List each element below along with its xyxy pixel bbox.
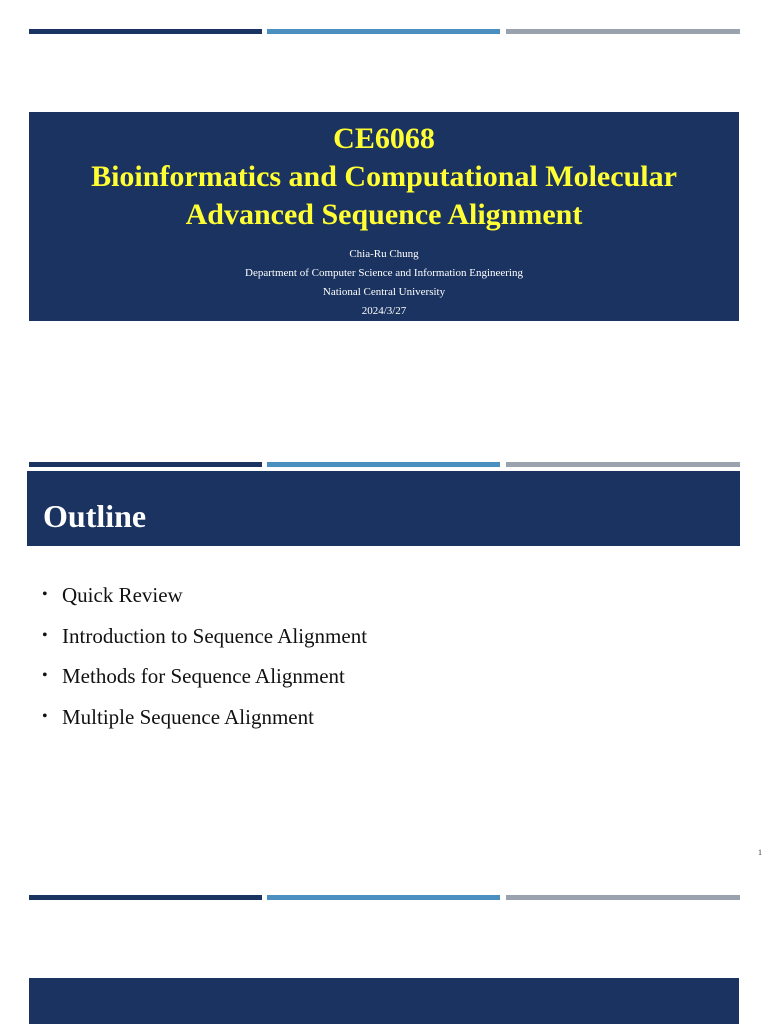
- stripe-blue-segment: [267, 895, 500, 900]
- stripe-gray-segment: [506, 462, 740, 467]
- next-slide-banner: [29, 978, 739, 1024]
- bullet-text: Multiple Sequence Alignment: [62, 704, 314, 729]
- outline-stripe-divider: [29, 462, 740, 467]
- title-block: [29, 120, 739, 234]
- outline-header-bar: [27, 471, 740, 546]
- stripe-gray-segment: [506, 29, 740, 34]
- department-name: Department of Computer Science and Information Engineering: [245, 267, 523, 279]
- bullet-icon: •: [42, 667, 48, 684]
- bullet-text: Methods for Sequence Alignment: [62, 664, 345, 688]
- stripe-dark-segment: [29, 29, 262, 34]
- stripe-blue-segment: [267, 462, 500, 467]
- stripe-dark-segment: [29, 462, 262, 467]
- title-meta: [29, 245, 739, 321]
- bullet-text: Introduction to Sequence Alignment: [62, 623, 368, 648]
- lecture-date: 2024/3/27: [361, 305, 407, 317]
- stripe-gray-segment: [506, 895, 740, 900]
- lecture-title: Advanced Sequence Alignment: [185, 198, 583, 231]
- bullet-icon: •: [42, 707, 48, 725]
- course-title: Bioinformatics and Computational Molecular: [91, 160, 677, 193]
- stripe-dark-segment: [29, 895, 262, 900]
- university-name: National Central University: [322, 286, 446, 298]
- bullet-icon: •: [42, 586, 48, 603]
- stripe-blue-segment: [267, 29, 500, 34]
- page-number: 1: [758, 848, 762, 857]
- next-slide-stripe-divider: [29, 895, 740, 900]
- top-stripe-divider: [29, 29, 740, 34]
- bullet-text: Quick Review: [62, 583, 183, 607]
- outline-heading: Outline: [43, 498, 147, 534]
- bullet-icon: •: [42, 626, 48, 644]
- title-slide-banner: [29, 112, 739, 321]
- author-name: Chia-Ru Chung: [349, 248, 419, 260]
- course-code: CE6068: [333, 122, 435, 155]
